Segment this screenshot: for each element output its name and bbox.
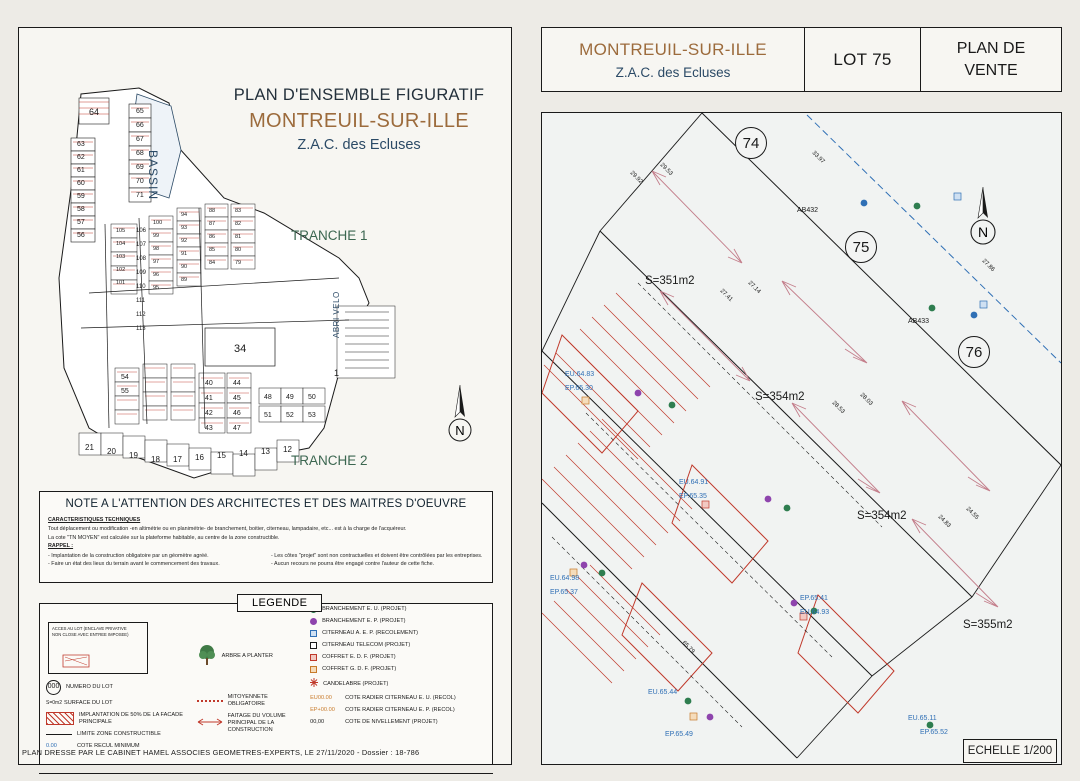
right-header-subtitle: Z.A.C. des Ecluses <box>615 64 731 80</box>
legend-item-lot-surface <box>46 700 193 707</box>
lot-number-label: 88 <box>209 208 216 214</box>
svg-text:29.53: 29.53 <box>658 162 674 178</box>
note-p2: La cote "TN MOYEN" est calculée sur la plateforme habitable, au centre de la zone constructible. <box>48 534 280 541</box>
lot-number-label: 12 <box>283 445 292 454</box>
lot-number-label: 67 <box>136 136 144 143</box>
legend-item-tree <box>197 644 306 669</box>
lot-number-label: 64 <box>89 107 100 117</box>
note-p4: - Faire un état des lieux du terrain avant le commencement des travaux. <box>48 560 220 567</box>
legend-item-coffret-gdf <box>310 666 486 673</box>
legend-item-cote-niv <box>310 719 486 726</box>
legend-label-mitoyennete: MITOYENNETE OBLIGATOIRE <box>227 693 268 707</box>
legend-label-tree: ARBRE A PLANTER <box>221 653 273 659</box>
lot-number-label: 63 <box>77 141 85 148</box>
lot-number-label: 81 <box>235 234 242 240</box>
lot-number-label: 80 <box>235 247 242 253</box>
lot-number-label: 79 <box>235 260 242 266</box>
cote-niv-code: 00,00 <box>310 718 325 725</box>
lot-number-label: 98 <box>153 246 160 252</box>
legend-label-branch-eu: BRANCHEMENT E. U. (PROJET) <box>322 606 407 612</box>
lot-number-label: 91 <box>181 251 188 257</box>
lot-number-label: 89 <box>181 277 188 283</box>
plan-annotation: EP.65.41 <box>800 595 828 602</box>
lot-number-label: 51 <box>264 412 272 419</box>
svg-text:29.92: 29.92 <box>628 170 644 186</box>
legend-item-candelabre <box>310 678 486 690</box>
legend-label-zone-limit: LIMITE ZONE CONSTRUCTIBLE <box>77 730 161 737</box>
lot-circle-74[interactable]: 74 <box>735 127 767 159</box>
lot-number-icon: 000 <box>46 680 61 695</box>
mitoyennete-line-icon <box>197 700 223 702</box>
lot-number-label: 108 <box>136 256 147 262</box>
plan-annotation: EP.65.37 <box>550 589 578 596</box>
tranche-1-label: TRANCHE 1 <box>291 228 368 243</box>
north-arrow-left <box>436 383 484 443</box>
zone-limit-line-icon <box>46 734 72 735</box>
lot-number-label: 1 <box>334 368 340 378</box>
svg-text:28.53: 28.53 <box>830 400 846 416</box>
plan-annotation: EP.65.49 <box>665 731 693 738</box>
note-p5: - Les côtes "projet" sont non contractuelles et doivent être contrôlées par les entreprises. <box>271 552 483 559</box>
legend-item-faitage <box>197 713 306 734</box>
cote-eu-code: EU00.00 <box>310 694 332 701</box>
right-header-lot-cell <box>805 28 921 91</box>
legend-access-box <box>48 622 148 674</box>
legend-label-cote-ep: COTE RADIER CITERNEAU E. P. (RECOL) <box>345 706 455 713</box>
lot-number-label: 56 <box>77 232 85 239</box>
lot-circle-76[interactable]: 76 <box>958 336 990 368</box>
lot-number-label: 44 <box>233 380 241 387</box>
plan-annotation: EU.65.44 <box>648 689 678 696</box>
legend-item-branch-ep <box>310 618 486 625</box>
plan-annotation: EU.64.98 <box>550 575 580 582</box>
note-p1: Tout déplacement ou modification -en altimétrie ou en planimétrie- de branchement, boitier, citerneau, lampadaire, etc... est à la charge de l'acquéreur. <box>48 526 407 533</box>
legend-box <box>39 597 493 765</box>
facade-hatch-icon <box>46 712 74 725</box>
plan-annotation: EU.64.91 <box>679 479 709 486</box>
lot-number-label: 86 <box>209 234 216 240</box>
legend-item-mitoyennete <box>197 694 306 708</box>
recul-code-icon: 0.00 <box>46 742 57 749</box>
lot-surface-icon: S=0m2 <box>46 700 62 707</box>
overview-title-line2: MONTREUIL-SUR-ILLE <box>249 110 469 132</box>
legend-access-line2: NON CLOSE AVEC ENTREE IMPOSEE) <box>52 631 129 637</box>
overview-title-line1: PLAN D'ENSEMBLE FIGURATIF <box>233 86 485 104</box>
lot-number-label: 21 <box>85 443 94 452</box>
candelabre-icon <box>310 678 318 690</box>
lot-number-label: 13 <box>261 447 270 456</box>
svg-text:N: N <box>455 423 465 438</box>
svg-text:27.14: 27.14 <box>746 280 762 296</box>
lot-number-label: 60 <box>77 180 85 187</box>
lot-surface-label: S=354m2 <box>857 510 907 522</box>
lot-number-label: 68 <box>136 150 144 157</box>
svg-text:28.03: 28.03 <box>858 392 874 408</box>
lot-number-label: 19 <box>129 451 138 460</box>
cote-ep-code: EP+00.00 <box>310 706 335 713</box>
coffret-edf-icon <box>310 654 317 661</box>
note-body <box>40 510 492 568</box>
lot-number-label: 49 <box>286 394 294 401</box>
lot-number-label: 65 <box>136 108 144 115</box>
lot-number-label: 59 <box>77 193 85 200</box>
lot-number-label: 99 <box>153 233 160 239</box>
legend-item-zone-limit <box>46 731 193 738</box>
lot-number-label: 40 <box>205 380 213 387</box>
lot-number-label: 50 <box>308 394 316 401</box>
note-title: NOTE A L'ATTENTION DES ARCHITECTES ET DES MAITRES D'OEUVRE <box>65 498 467 510</box>
legend-label-faitage: FAITAGE DU VOLUME PRINCIPAL DE LA CONSTRUCTION <box>227 712 286 733</box>
legend-item-cote-eu <box>310 695 486 702</box>
lot-number-label: 111 <box>136 298 146 304</box>
lot-number-label: 96 <box>153 272 160 278</box>
lot-number-label: 57 <box>77 219 85 226</box>
citerneau-aep-icon <box>310 630 317 637</box>
overview-title <box>214 86 504 153</box>
note-p6: - Aucun recours ne pourra être engagé contre l'auteur de cette fiche. <box>271 560 435 567</box>
right-header <box>541 27 1062 92</box>
plan-annotation: EP.65.52 <box>920 729 948 736</box>
lot-number-label: 110 <box>136 284 146 290</box>
lot-number-label: 106 <box>136 228 147 234</box>
lot-number-label: 17 <box>173 455 182 464</box>
lot-number-label: 103 <box>116 254 126 260</box>
bassin-label: BASSIN <box>146 150 160 201</box>
architect-note-box <box>39 491 493 583</box>
legend-label-coffret-gdf: COFFRET G. D. F. (PROJET) <box>322 666 397 672</box>
lot-number-label: 18 <box>151 455 160 464</box>
lot-number-label: 43 <box>205 425 213 432</box>
scale-label: ECHELLE 1/200 <box>967 745 1053 757</box>
lot-number-label: 52 <box>286 412 294 419</box>
lot-number-label: 90 <box>181 264 188 270</box>
coffret-gdf-icon <box>310 666 317 673</box>
legend-label-branch-ep: BRANCHEMENT E. P. (PROJET) <box>322 618 406 624</box>
lot-number-label: 14 <box>239 449 248 458</box>
lot-number-label: 82 <box>235 221 242 227</box>
plan-annotation: EU.64.83 <box>565 371 595 378</box>
tranche-2-label: TRANCHE 2 <box>291 453 368 468</box>
citerneau-telecom-icon <box>310 642 317 649</box>
legend-label-cote-niv: COTE DE NIVELLEMENT (PROJET) <box>345 718 438 725</box>
legend-column-2 <box>197 653 306 750</box>
lot-number-label: 69 <box>136 164 144 171</box>
lot-number-label: 83 <box>235 208 242 214</box>
legend-label-citerneau-telecom: CITERNEAU TELECOM (PROJET) <box>322 642 411 648</box>
lot-number-label: 113 <box>136 326 146 332</box>
right-header-plan-line1: PLAN DE <box>956 39 1026 57</box>
lot-number-label: 48 <box>264 394 272 401</box>
lot-number-label: 101 <box>116 280 126 286</box>
legend-item-citerneau-telecom <box>310 642 486 649</box>
north-arrow-right <box>961 185 1005 247</box>
plan-annotation: EU.64.93 <box>800 609 830 616</box>
lot-number-label: 84 <box>209 260 216 266</box>
footer-credit: PLAN DRESSE PAR LE CABINET HAMEL ASSOCIES GEOMETRES-EXPERTS, LE 27/11/2020 - Dossier : 18-786 <box>22 748 420 757</box>
lot-number-label: 112 <box>136 312 146 318</box>
footer-divider <box>39 773 493 774</box>
legend-column-3 <box>310 606 486 750</box>
lot-number-label: 85 <box>209 247 216 253</box>
faitage-arrow-icon <box>197 718 223 729</box>
legend-item-coffret-edf <box>310 654 486 661</box>
lot-number-label: 58 <box>77 206 85 213</box>
note-heading-rappel: RAPPEL : <box>48 543 74 550</box>
legend-label-citerneau-aep: CITERNEAU A. E. P. (RECOLEMENT) <box>322 630 419 636</box>
lot-number-label: 42 <box>205 410 213 417</box>
legend-access-line1: ACCES AU LOT (ENCLAVE PRIVATIVE <box>52 626 127 631</box>
legend-item-cote-ep <box>310 707 486 714</box>
lot-number-label: 54 <box>121 374 129 381</box>
branch-ep-icon <box>310 618 317 625</box>
svg-text:65.79: 65.79 <box>680 640 696 656</box>
plan-annotation: EU.65.11 <box>908 715 937 722</box>
lot-number-label: 93 <box>181 225 188 231</box>
right-header-lot: LOT 75 <box>833 49 892 69</box>
legend-label-candelabre: CANDELABRE (PROJET) <box>323 680 389 687</box>
lot-surface-label: S=354m2 <box>755 391 805 403</box>
legend-title: LEGENDE <box>237 594 322 612</box>
lot-number-label: 55 <box>121 388 129 395</box>
lot-number-label: 71 <box>136 192 144 199</box>
lot-number-label: 62 <box>77 154 85 161</box>
lot-number-label: 53 <box>308 412 316 419</box>
right-header-title: MONTREUIL-SUR-ILLE <box>579 39 767 59</box>
lot-circle-75[interactable]: 75 <box>845 231 877 263</box>
lot-number-label: 41 <box>205 395 213 402</box>
abri-velo-label: ABRI VELO <box>332 291 341 338</box>
right-header-plan-line2: VENTE <box>964 61 1018 79</box>
lot-number-label: 100 <box>153 220 163 226</box>
lot-number-label: 61 <box>77 167 85 174</box>
plan-annotation: AB432 <box>797 207 819 214</box>
legend-item-citerneau-aep <box>310 630 486 637</box>
legend-label-cote-eu: COTE RADIER CITERNEAU E. U. (RECOL) <box>345 694 456 701</box>
lot-number-label: 104 <box>116 241 126 247</box>
right-header-plan-cell <box>921 28 1061 91</box>
plan-annotation: EP.65.35 <box>679 493 707 500</box>
legend-item-lot-number <box>46 680 193 695</box>
svg-text:N: N <box>977 224 989 240</box>
lot-surface-label: S=351m2 <box>645 275 695 287</box>
lot-number-label: 20 <box>107 447 116 456</box>
svg-text:27.86: 27.86 <box>980 258 996 274</box>
lot-number-label: 15 <box>217 451 226 460</box>
lot-surface-label: S=355m2 <box>963 619 1013 631</box>
svg-text:33.97: 33.97 <box>810 150 826 166</box>
note-heading-technical: CARACTERISTIQUES TECHNIQUES <box>48 517 141 523</box>
lot-number-label: 94 <box>181 212 188 218</box>
lot-number-label: 87 <box>209 221 216 227</box>
legend-label-recul: COTE RECUL MINIMUM <box>77 742 140 749</box>
svg-text:24.55: 24.55 <box>964 506 980 522</box>
legend-item-facade <box>46 712 193 726</box>
legend-label-lot-number: NUMERO DU LOT <box>66 684 113 690</box>
plan-annotation: EP.65.30 <box>565 385 593 392</box>
lot-number-label: 46 <box>233 410 241 417</box>
overview-plan-panel <box>18 27 512 765</box>
overview-title-line3: Z.A.C. des Ecluses <box>297 137 421 153</box>
legend-label-coffret-edf: COFFRET E. D. F. (PROJET) <box>322 654 396 660</box>
legend-label-facade: IMPLANTATION DE 50% DE LA FACADE PRINCIPALE <box>79 711 183 725</box>
scale-box <box>963 739 1057 763</box>
lot-number-label: 45 <box>233 395 241 402</box>
lot-number-label: 97 <box>153 259 160 265</box>
lot-number-label: 92 <box>181 238 188 244</box>
lot-number-label: 16 <box>195 453 204 462</box>
tree-icon <box>197 644 217 669</box>
svg-text:24.83: 24.83 <box>936 514 952 530</box>
lot-number-label: 70 <box>136 178 144 185</box>
lot-number-label: 95 <box>153 285 160 291</box>
lot-number-label: 34 <box>234 343 247 355</box>
lot-number-label: 47 <box>233 425 241 432</box>
legend-label-lot-surface: SURFACE DU LOT <box>64 700 113 706</box>
right-header-title-cell <box>542 28 805 91</box>
legend-item-branch-eu <box>310 606 486 613</box>
lot-number-label: 66 <box>136 122 144 129</box>
lot-number-label: 109 <box>136 270 147 276</box>
plan-annotation: AB433 <box>908 318 930 325</box>
legend-column-1 <box>46 680 193 750</box>
svg-text:27.41: 27.41 <box>718 288 734 304</box>
lot-number-label: 102 <box>116 267 126 273</box>
lot-number-label: 107 <box>136 242 147 248</box>
lot-number-label: 105 <box>116 228 126 234</box>
note-p3: - Implantation de la construction obligatoire par un géomètre agréé. <box>48 552 209 559</box>
